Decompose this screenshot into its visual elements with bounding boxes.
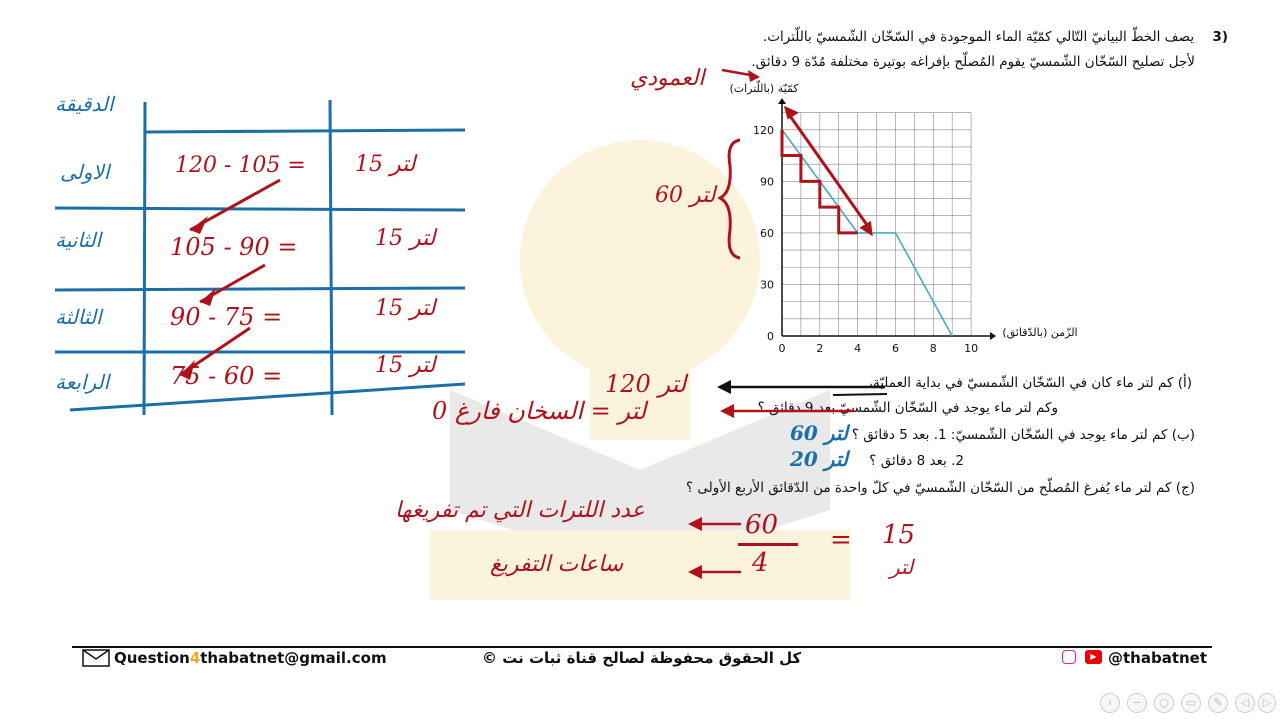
row-label-4: الرابعة (55, 370, 110, 394)
y-tick-label: 90 (760, 175, 774, 189)
zoom-out-icon[interactable]: − (1127, 693, 1147, 713)
x-tick-label: 4 (854, 342, 862, 355)
email-prefix: Question (114, 649, 190, 667)
nav-first-icon[interactable]: ‹ (1100, 693, 1120, 713)
y-tick-label: 0 (767, 330, 774, 343)
y-tick-label: 120 (753, 123, 774, 137)
vertical-note-arrow (718, 62, 768, 92)
row-calc-2: 105 - 90 = (170, 233, 298, 261)
numerator-note: عدد اللترات التي تم تفريغها (395, 498, 645, 523)
y-axis-arrow (778, 98, 786, 104)
row-result-3: 15 لتر (375, 296, 436, 321)
answer-a2: 0 لتر = السخان فارغ (432, 397, 647, 425)
table-header: الدقيقة (55, 92, 114, 116)
pen-icon[interactable]: ✎ (1208, 693, 1228, 713)
answer-a1-arrow (715, 376, 890, 398)
brace-60 (718, 136, 748, 266)
y-tick-label: 30 (760, 278, 774, 292)
chart-xlabel: الزّمن (بالدّقائق) (1002, 326, 1078, 339)
fraction-unit: لتر (890, 555, 914, 579)
next-icon[interactable]: ▷ (1258, 693, 1276, 713)
equals-sign: = (830, 525, 852, 555)
vertical-note: العمودي (630, 66, 705, 91)
answer-b1: 60 لتر (790, 421, 848, 445)
question-a2: وكم لتر ماء يوجد في السّخّان الشّمسيّ بعد 9 دقائق ؟ (757, 400, 1058, 416)
row-label-3: الثالثة (55, 305, 102, 329)
row-calc-1: 120 - 105 = (175, 153, 306, 178)
mail-icon (82, 649, 110, 667)
chart-axes (778, 98, 996, 340)
x-tick-label: 6 (891, 342, 899, 355)
footer-rights: كل الحقوق محفوظة لصالح قناة ثبات نت © (482, 649, 802, 667)
row-result-2: 15 لتر (375, 226, 436, 251)
zoom-icon[interactable]: ○ (1154, 693, 1174, 713)
row-calc-4: 75 - 60 = (170, 362, 283, 390)
answer-a2-arrow (718, 400, 858, 422)
fraction-numerator: 60 (745, 510, 779, 540)
question-line-1: يصف الخطّ البيانيّ التّالي كمّيّة الماء الموجودة في السّخّان الشّمسيّ باللّترات. (763, 29, 1195, 45)
water-chart (690, 80, 1090, 370)
footer-email[interactable] (114, 649, 387, 667)
question-c1: (ج) كم لتر ماء يُفرغ المُصلّح من السّخّان الشّمسيّ في كلّ واحدة من الدّقائق الأربع الأولى ؟ (685, 480, 1195, 496)
footer-handle[interactable]: @thabatnet (1108, 649, 1208, 667)
prev-icon[interactable]: ◁ (1235, 693, 1255, 713)
row-label-1: الاولى (60, 160, 110, 184)
fraction-bar (738, 543, 798, 546)
answer-b2: 20 لتر (790, 447, 848, 471)
row-result-4: 15 لتر (375, 353, 436, 378)
fraction-arrows (686, 510, 746, 590)
brace-label: 60 لتر (655, 183, 716, 208)
youtube-icon[interactable]: ▶ (1085, 650, 1102, 664)
question-a1: (أ) كم لتر ماء كان في السّخّان الشّمسيّ في بداية العمليّة، (868, 375, 1192, 391)
row-label-2: الثانية (55, 228, 102, 252)
row-calc-3: 90 - 75 = (170, 303, 283, 331)
chart-ylabel: كمّيّة (باللّترات) (729, 82, 799, 95)
question-line-2: لأجل تصليح السّخّان الشّمسيّ يقوم المُصلّح بإفراغه بوتيرة مختلفة مُدّة 9 دقائق. (751, 54, 1195, 70)
denominator-note: ساعات التفريغ (490, 552, 624, 577)
email-suffix: thabatnet@gmail.com (200, 649, 387, 667)
instagram-icon[interactable] (1062, 650, 1076, 664)
row-result-1: 15 لتر (355, 152, 416, 177)
question-b1: (ب) كم لتر ماء يوجد في السّخّان الشّمسيّ: 1. بعد 5 دقائق ؟ (851, 427, 1195, 443)
x-tick-label: 0 (778, 342, 786, 355)
footer-divider (72, 646, 1212, 648)
x-tick-label: 10 (964, 342, 979, 355)
question-number: (3 (1212, 29, 1228, 45)
fraction-result: 15 (882, 520, 916, 550)
x-axis-arrow (990, 332, 996, 340)
y-tick-label: 60 (760, 226, 774, 240)
email-digit: 4 (189, 649, 201, 667)
question-b2: 2. بعد 8 دقائق ؟ (869, 453, 964, 469)
x-tick-label: 8 (929, 342, 937, 355)
view-icon[interactable]: ▭ (1181, 693, 1201, 713)
fraction-denominator: 4 (752, 548, 769, 578)
answer-a1: 120 لتر (605, 370, 687, 398)
x-tick-label: 2 (816, 342, 824, 355)
